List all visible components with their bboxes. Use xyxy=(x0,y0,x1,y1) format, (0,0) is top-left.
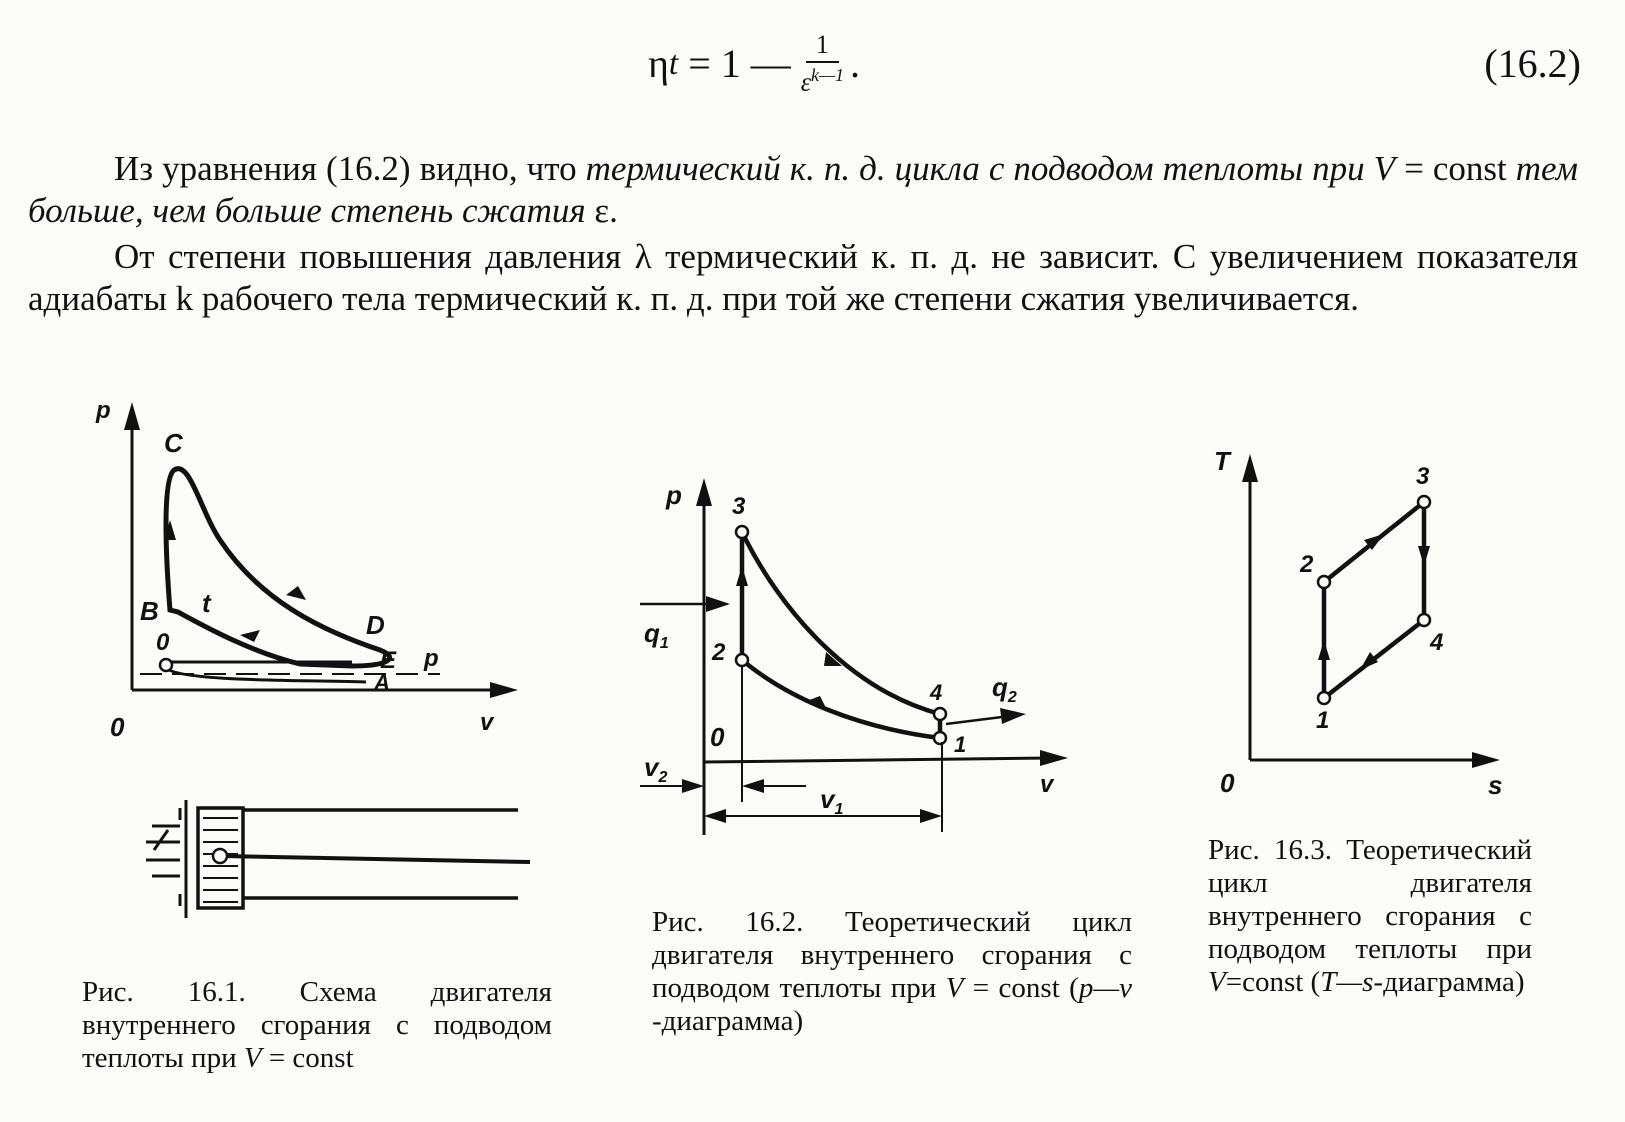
figure-16-1 xyxy=(90,390,560,950)
fig2-adiabat-34 xyxy=(742,532,943,714)
cap2-text-b: = const ( xyxy=(963,972,1079,1004)
formula-fraction xyxy=(801,32,844,96)
fig2-label-point-2: 2 xyxy=(712,639,726,666)
formula-equals: = 1 — xyxy=(688,41,791,87)
formula-trail: . xyxy=(850,41,860,87)
fig3-label-point-1: 1 xyxy=(1316,707,1330,734)
fig2-label-point-3: 3 xyxy=(732,493,746,520)
formula-expression xyxy=(648,32,860,96)
formula-16-2 xyxy=(0,32,1625,102)
cap3-text-b: =const ( xyxy=(1225,966,1321,998)
fig3-point-4 xyxy=(1418,614,1430,626)
cap3-v: V xyxy=(1208,966,1226,998)
paragraph-2 xyxy=(28,236,1578,320)
fig1-label-p-axis: p xyxy=(96,397,111,424)
fig1-label-a: A xyxy=(374,670,390,695)
p1-part-a: Из уравнения (16.2) видно, что xyxy=(114,149,586,188)
fig1-cycle-curve xyxy=(166,469,390,666)
fig2-label-v1-sub: 1 xyxy=(834,801,844,818)
fig2-point-2 xyxy=(736,654,748,666)
fig2-label-v2 xyxy=(644,752,667,786)
fig3-label-origin: 0 xyxy=(1220,768,1235,798)
formula-numerator: 1 xyxy=(806,32,839,63)
cap2-text-c: -диаграмма) xyxy=(652,1005,804,1037)
cap3-text-a: Рис. 16.3. Теоретический цикл двигателя внутреннего сгорания с подводом теплоты при xyxy=(1208,834,1532,965)
figure-16-2 xyxy=(630,470,1100,850)
fig3-label-point-3: 3 xyxy=(1416,463,1430,490)
cap1-text-b: = const xyxy=(261,1042,354,1074)
fig3-label-point-4: 4 xyxy=(1430,629,1444,656)
formula-eta: η xyxy=(648,41,669,87)
fig3-point-3 xyxy=(1418,496,1430,508)
fig3-arrow-34 xyxy=(1418,546,1430,566)
p1-part-b: термический к. п. д. цикла с подводом теплоты при V xyxy=(585,149,1396,188)
cap3-ts: T—s xyxy=(1320,966,1374,998)
fig2-point-3 xyxy=(736,526,748,538)
formula-denominator xyxy=(801,63,844,96)
fig1-label-p-line: p xyxy=(424,645,439,672)
fig2-point-4 xyxy=(934,708,946,720)
fig3-label-s-axis: s xyxy=(1488,770,1503,800)
fig3-label-t-axis: T xyxy=(1214,446,1230,476)
fig1-p-axis-arrow xyxy=(124,402,140,430)
cap2-text-a: Рис. 16.2. Теоретический цикл двигателя внутреннего сгорания с подводом теплоты при xyxy=(652,906,1132,1004)
fig1-engine-schematic xyxy=(146,800,530,918)
fig1-arrow-cd xyxy=(286,586,306,600)
fig2-adiabat-12 xyxy=(742,660,943,738)
fig2-v-axis xyxy=(704,758,1050,762)
fig2-label-q2 xyxy=(992,672,1017,706)
fig2-label-q2-text: q xyxy=(992,672,1008,702)
fig1-label-c: C xyxy=(164,428,183,458)
fig2-label-v1 xyxy=(820,784,843,818)
formula-number: (16.2) xyxy=(1484,41,1581,86)
fig3-arrow-41 xyxy=(1360,652,1378,670)
cap2-pv: p—v xyxy=(1078,972,1132,1004)
fig2-label-v-axis: v xyxy=(1040,771,1054,798)
fig3-t-axis-arrow xyxy=(1242,454,1258,482)
fig2-label-q2-sub: 2 xyxy=(1007,689,1017,706)
formula-eta-sub: t xyxy=(668,44,679,82)
fig1-label-b: B xyxy=(140,596,159,626)
fig1-connecting-rod xyxy=(220,856,530,862)
fig3-point-1 xyxy=(1318,692,1330,704)
fig2-arrow-23 xyxy=(736,566,748,586)
fig2-label-v2-sub: 2 xyxy=(658,769,668,786)
formula-denominator-exp: k—1 xyxy=(811,65,844,85)
fig3-arrow-12 xyxy=(1318,640,1330,660)
paragraph-1 xyxy=(28,148,1578,232)
fig2-label-v2-text: v xyxy=(644,752,659,782)
p1-part-c: = const xyxy=(1395,149,1516,188)
fig3-s-axis-arrow xyxy=(1472,752,1500,768)
fig1-label-o: 0 xyxy=(156,629,170,656)
fig2-label-v1-text: v xyxy=(820,784,835,814)
cap1-text-a: Рис. 16.1. Схема двигателя внутреннего сгорания с подводом теплоты при xyxy=(82,976,552,1074)
fig2-label-q1-sub: 1 xyxy=(659,635,669,652)
figure-16-3-caption xyxy=(1208,834,1532,999)
figure-16-2-caption xyxy=(652,906,1132,1038)
fig2-label-q1-text: q xyxy=(644,618,660,648)
fig3-label-point-2: 2 xyxy=(1300,551,1314,578)
p2-text: От степени повышения давления λ термический к. п. д. не зависит. С увеличением показателя адиабаты k рабочего тела термический к. п. д. при той же степени сжатия увеличивается. xyxy=(28,237,1578,318)
figure-16-3 xyxy=(1210,440,1530,810)
fig2-label-point-4: 4 xyxy=(930,680,943,705)
fig2-label-origin: 0 xyxy=(710,722,725,752)
fig1-label-e: E xyxy=(380,647,397,674)
fig1-label-d: D xyxy=(366,610,385,640)
cap1-v: V xyxy=(243,1042,262,1074)
p1-part-e: ε. xyxy=(585,191,618,230)
fig1-v-axis-arrow xyxy=(490,682,518,698)
fig2-label-q1 xyxy=(644,618,669,652)
fig2-label-point-1: 1 xyxy=(954,732,967,757)
fig1-arrow-ab xyxy=(240,630,260,642)
fig1-label-t: t xyxy=(202,588,211,618)
fig2-label-p-axis: p xyxy=(666,480,682,510)
fig2-point-1 xyxy=(934,732,946,744)
p1-part-d: тем больше, чем больше степень сжатия xyxy=(28,149,1578,230)
fig2-v-axis-arrow xyxy=(1040,750,1068,766)
formula-denominator-base: ε xyxy=(800,67,811,97)
cap3-text-c: -диаграмма) xyxy=(1373,966,1525,998)
figure-16-1-caption xyxy=(82,976,552,1075)
fig1-point-0 xyxy=(160,659,172,671)
fig1-label-origin: 0 xyxy=(110,712,125,742)
fig3-point-2 xyxy=(1318,576,1330,588)
cap2-v: V xyxy=(945,972,964,1004)
fig2-q2-arrow xyxy=(946,716,1010,724)
fig1-label-v-axis: v xyxy=(480,709,494,736)
fig2-p-axis-arrow xyxy=(696,478,712,506)
